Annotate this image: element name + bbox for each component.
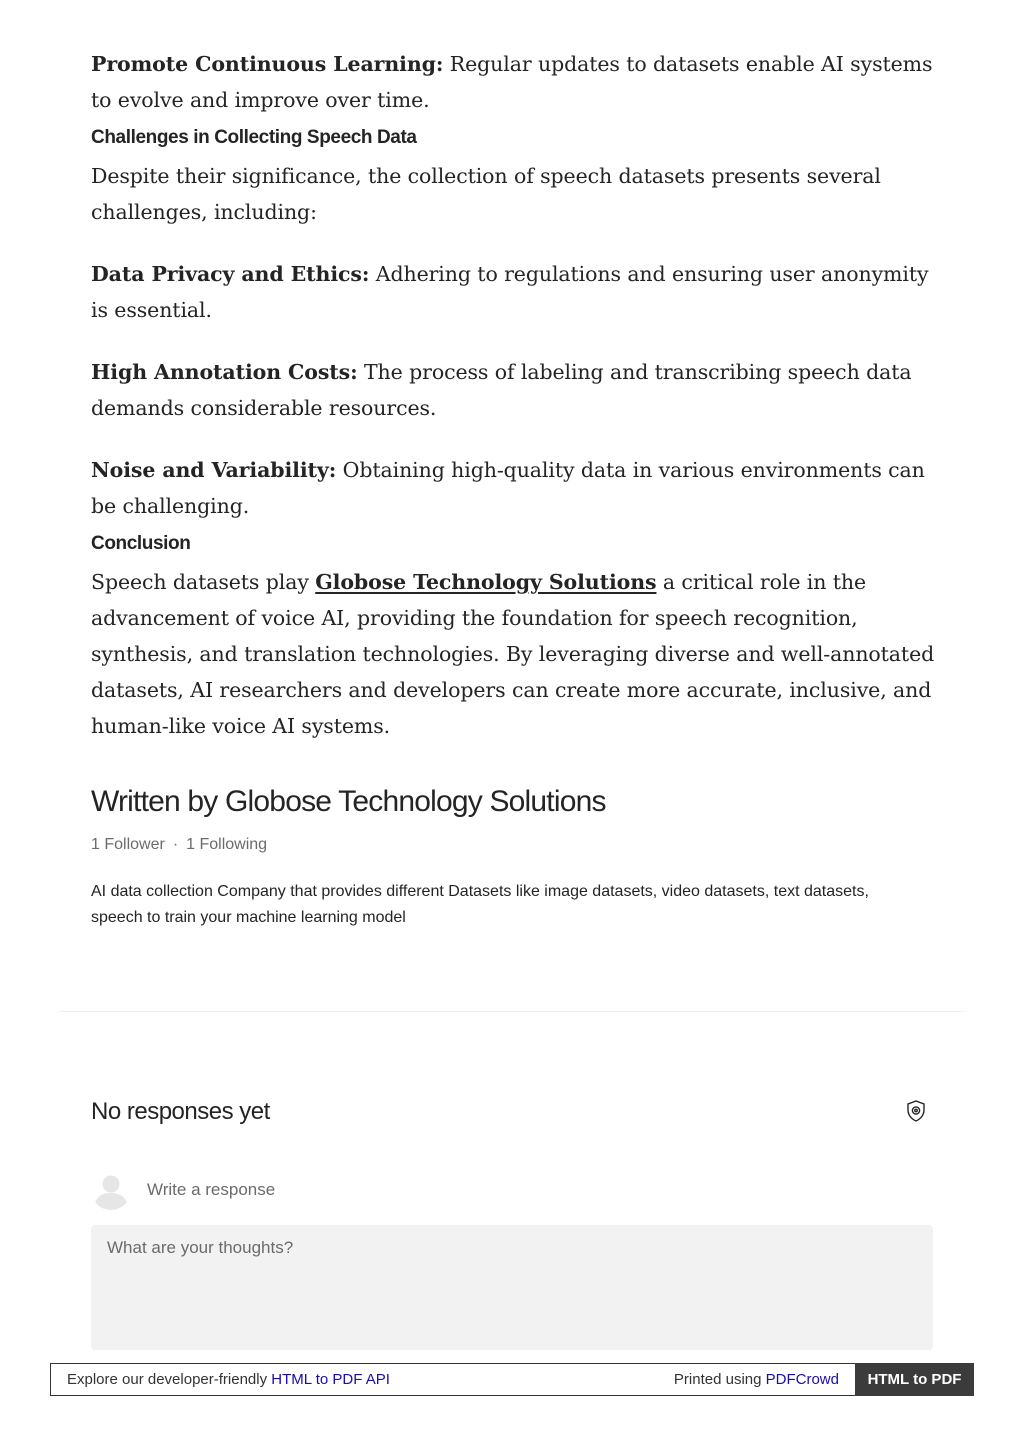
- paragraph-label: High Annotation Costs:: [91, 360, 358, 384]
- paragraph-label: Promote Continuous Learning:: [91, 52, 444, 76]
- paragraph-challenges-intro: Despite their significance, the collection of speech datasets presents several challenges, including:: [91, 164, 881, 224]
- default-avatar-icon: [91, 1170, 131, 1210]
- paragraph-text: a critical role in the advancement of voice AI, providing the foundation for speech recognition, synthesis, and translation technologies. By leveraging diverse and well-annotated datasets, AI researchers and developers can create more accurate, inclusive, and human-like voice AI systems.: [91, 570, 935, 738]
- footer-left: [67, 1371, 390, 1388]
- avatar: [91, 1170, 131, 1210]
- globose-link[interactable]: Globose Technology Solutions: [315, 570, 657, 594]
- paragraph-text: Adhering to regulations and ensuring user anonymity is essential.: [91, 262, 929, 322]
- paragraph-text: Obtaining high-quality data in various environments can be challenging.: [91, 458, 925, 518]
- footer-right-text: Printed using: [673, 1371, 766, 1388]
- shield-icon[interactable]: [905, 1099, 927, 1123]
- html-to-pdf-api-link[interactable]: HTML to PDF API: [271, 1371, 390, 1388]
- paragraph-text: The process of labeling and transcribing speech data demands considerable resources.: [91, 360, 912, 420]
- paragraph-label: Noise and Variability:: [91, 458, 337, 482]
- responses-title: No responses yet: [91, 1098, 270, 1125]
- pdfcrowd-footer: [50, 1363, 974, 1396]
- response-input[interactable]: [91, 1225, 933, 1350]
- pdfcrowd-link[interactable]: PDFCrowd: [765, 1371, 839, 1388]
- paragraph-text: Speech datasets play: [91, 570, 316, 594]
- follow-stats: [91, 834, 267, 856]
- footer-left-text: Explore our developer-friendly: [67, 1371, 272, 1388]
- author-title[interactable]: Written by Globose Technology Solutions: [91, 785, 606, 818]
- followers-link[interactable]: 1 Follower: [91, 836, 165, 853]
- author-bio: AI data collection Company that provides different Datasets like image datasets, video datasets, text datasets, speech to train your machine learning model: [91, 883, 869, 926]
- following-link[interactable]: 1 Following: [186, 836, 268, 853]
- paragraph-conclusion: [91, 564, 936, 744]
- paragraph-noise-variability: [91, 452, 936, 524]
- write-response-label[interactable]: Write a response: [147, 1180, 276, 1199]
- article-body: [91, 46, 936, 744]
- section-divider: [60, 1011, 965, 1012]
- paragraph-label: Data Privacy and Ethics:: [91, 262, 370, 286]
- footer-right: [674, 1371, 839, 1388]
- separator-dot: ·: [172, 836, 179, 853]
- section-heading-challenges: Challenges in Collecting Speech Data: [91, 127, 417, 148]
- paragraph-annotation-costs: [91, 354, 936, 426]
- section-heading-conclusion: Conclusion: [91, 533, 191, 554]
- paragraph-text: Regular updates to datasets enable AI systems to evolve and improve over time.: [91, 52, 933, 112]
- paragraph-continuous-learning: [91, 46, 936, 118]
- html-to-pdf-badge[interactable]: HTML to PDF: [855, 1363, 974, 1396]
- paragraph-data-privacy: [91, 256, 936, 328]
